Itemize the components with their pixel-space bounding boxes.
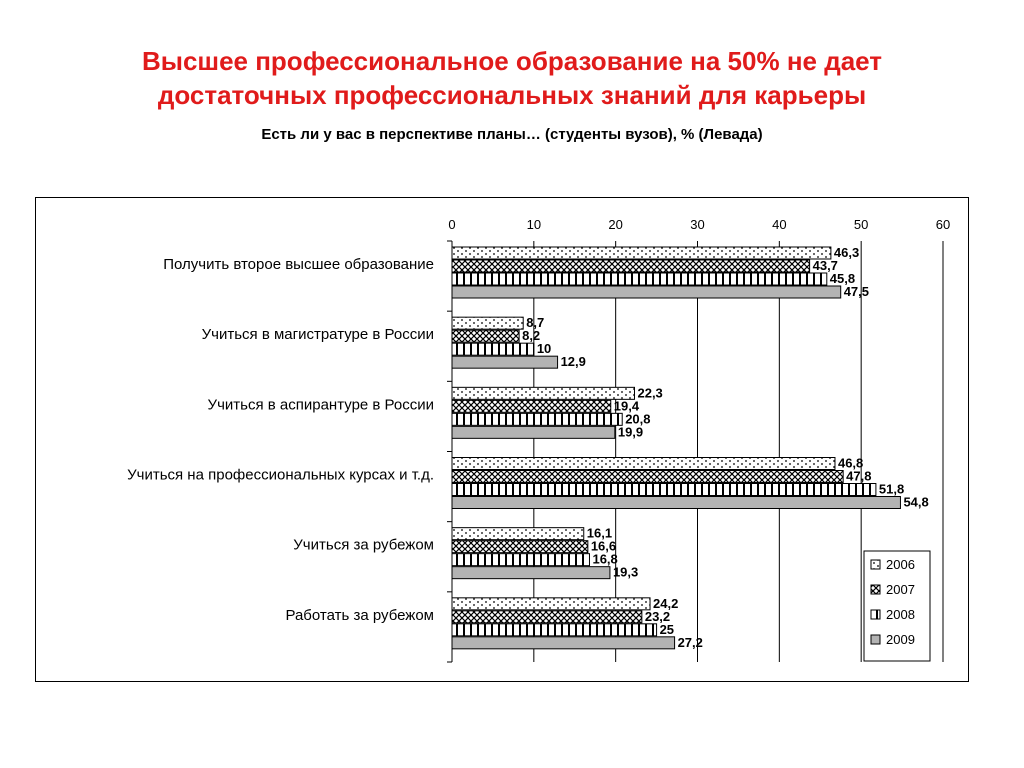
value-label-2006-5: 24,2: [653, 595, 679, 611]
legend-label-2009: 2009: [886, 632, 915, 647]
bar-2007-0: [452, 260, 810, 272]
chart-frame: [35, 197, 969, 682]
bar-2009-4: [452, 567, 610, 579]
bar-2006-3: [452, 458, 835, 470]
value-label-2008-3: 51,8: [878, 481, 905, 497]
value-label-2009-4: 19,3: [612, 564, 639, 580]
category-label-5: Работать за рубежом: [285, 606, 434, 624]
category-label-4: Учиться за рубежом: [293, 536, 434, 554]
legend-label-2008: 2008: [886, 607, 915, 622]
tick-label-50: 50: [853, 217, 869, 232]
bar-2009-5: [452, 637, 675, 649]
bar-2007-2: [452, 400, 611, 412]
bar-2007-3: [452, 471, 843, 483]
bar-2008-4: [452, 554, 589, 566]
value-label-2006-4: 16,1: [586, 525, 613, 541]
bar-2009-3: [452, 497, 900, 509]
value-label-2008-1: 10: [536, 341, 552, 357]
value-label-2009-2: 19,9: [617, 424, 644, 440]
bar-2008-0: [452, 273, 827, 285]
value-label-2008-4: 16,8: [592, 551, 618, 567]
tick-label-60: 60: [935, 217, 951, 232]
value-label-2007-3: 47,8: [846, 468, 872, 484]
bar-2007-4: [452, 541, 588, 553]
bar-2009-1: [452, 356, 558, 368]
bar-2006-1: [452, 317, 523, 329]
legend-swatch-2006: [871, 560, 880, 569]
value-label-2007-2: 19,4: [613, 398, 640, 414]
chart-subtitle: Есть ли у вас в перспективе планы… (студенты вузов), % (Левада): [261, 126, 763, 143]
category-label-1: Учиться в магистратуре в России: [201, 326, 434, 344]
value-label-2007-5: 23,2: [644, 608, 671, 624]
value-label-2008-2: 20,8: [625, 411, 651, 427]
category-label-0: Получить второе высшее образование: [163, 256, 434, 273]
value-label-2009-0: 47,5: [843, 284, 870, 299]
bar-2008-3: [452, 484, 876, 496]
value-label-2006-2: 22,3: [637, 385, 663, 401]
legend-label-2006: 2006: [886, 557, 915, 572]
value-label-2007-0: 43,7: [812, 258, 838, 273]
legend-label-2007: 2007: [886, 582, 915, 597]
value-label-2006-3: 46,8: [837, 455, 864, 471]
bar-2008-1: [452, 343, 534, 355]
value-label-2008-5: 25: [659, 621, 675, 637]
tick-label-40: 40: [772, 217, 787, 232]
category-label-3: Учиться на профессиональных курсах и т.д.: [127, 466, 434, 484]
tick-label-30: 30: [690, 217, 705, 232]
legend-swatch-2008: [871, 610, 880, 619]
legend-swatch-2007: [871, 585, 880, 594]
value-label-2006-0: 46,3: [833, 245, 860, 260]
value-label-2007-4: 16,6: [590, 538, 617, 554]
bar-chart: [36, 198, 968, 681]
bar-2008-5: [452, 624, 657, 636]
legend-swatch-2009: [871, 635, 880, 644]
value-label-2009-1: 12,9: [560, 354, 586, 370]
bar-2009-2: [452, 426, 615, 438]
tick-label-20: 20: [608, 217, 623, 232]
tick-label-0: 0: [448, 217, 456, 232]
tick-label-10: 10: [526, 217, 542, 232]
value-label-2009-5: 27,2: [677, 634, 703, 650]
bar-2006-0: [452, 247, 831, 259]
chart-title: [0, 44, 1024, 112]
bar-2008-2: [452, 413, 622, 425]
bar-2007-1: [452, 330, 519, 342]
bar-2007-5: [452, 611, 642, 623]
bar-2006-4: [452, 528, 584, 540]
value-label-2007-1: 8,2: [522, 328, 541, 344]
chart-title-line-1: Высшее профессиональное образование на 50% не дает: [141, 46, 883, 76]
bar-2006-2: [452, 387, 634, 399]
category-label-2: Учиться в аспирантуре в России: [207, 396, 434, 414]
chart-title-line-2: достаточных профессиональных знаний для карьеры: [157, 80, 867, 110]
value-label-2006-1: 8,7: [526, 315, 545, 331]
value-label-2008-0: 45,8: [829, 271, 856, 286]
value-label-2009-3: 54,8: [903, 494, 929, 510]
bar-2009-0: [452, 286, 841, 298]
bar-2006-5: [452, 598, 650, 610]
